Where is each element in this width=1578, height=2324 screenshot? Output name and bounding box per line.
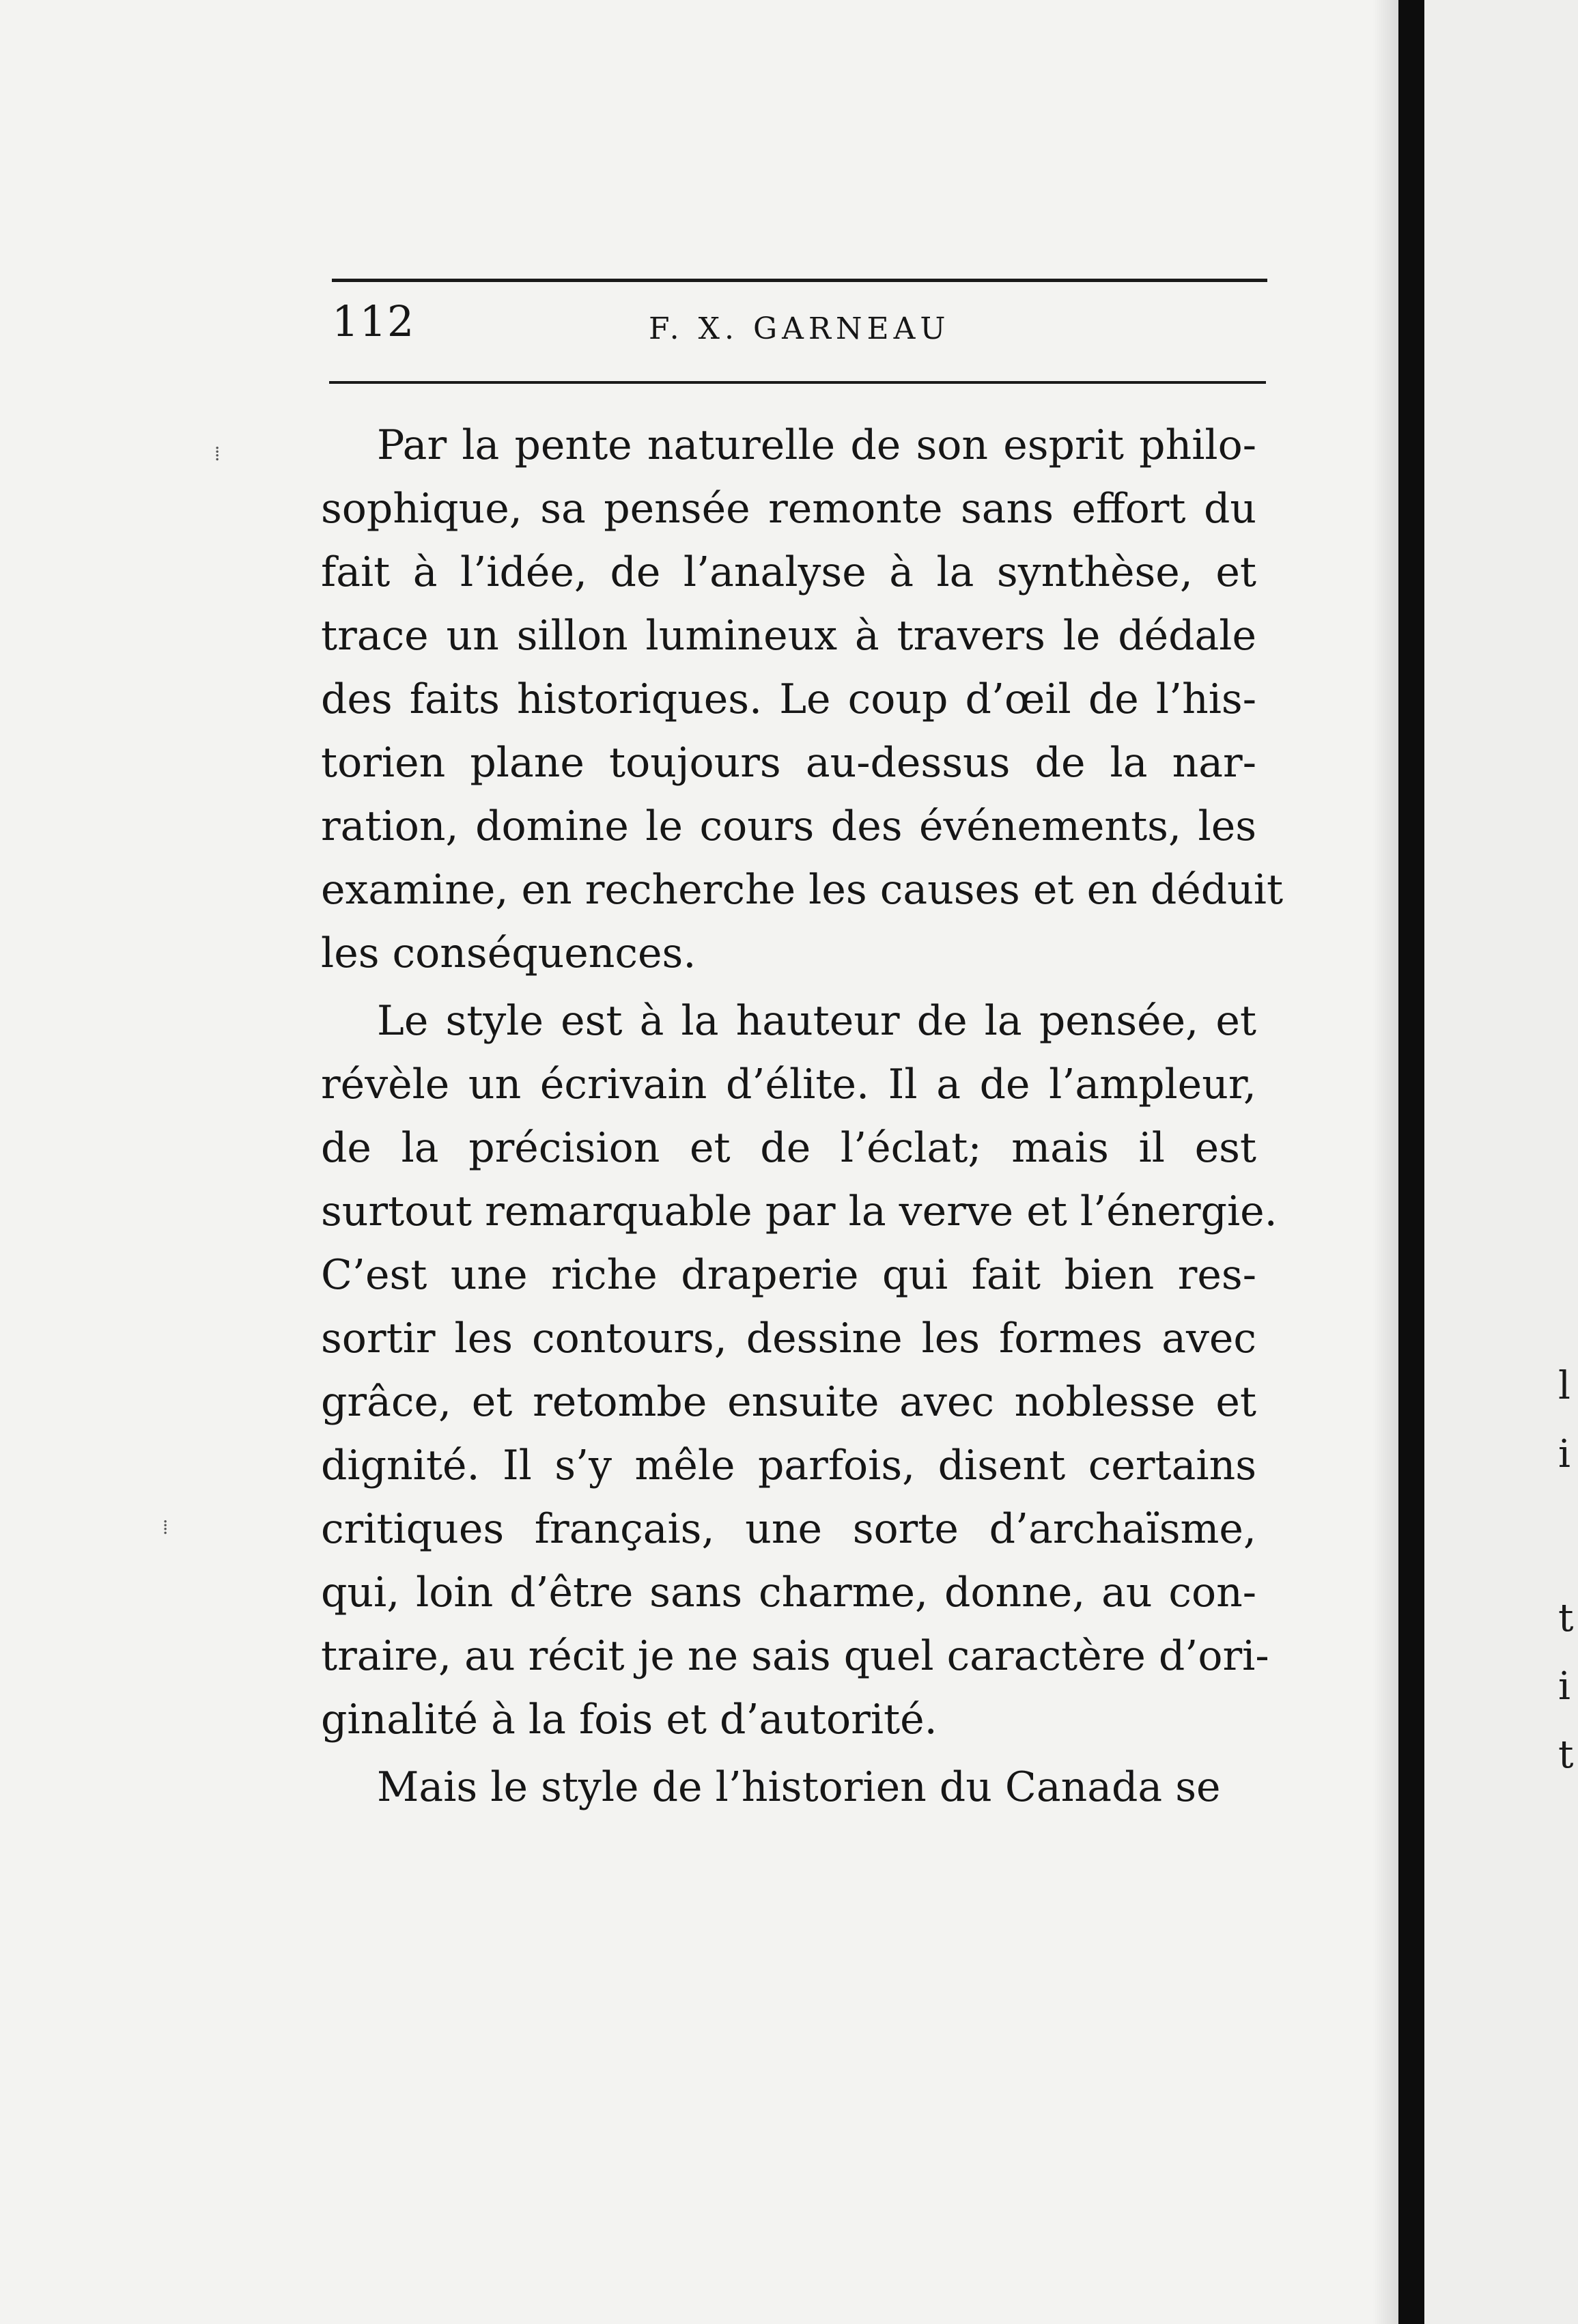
facing-page-letter: t: [1558, 1733, 1574, 1777]
paragraph: [321, 990, 1278, 1752]
facing-page-letter: i: [1558, 1432, 1570, 1476]
text-line: surtout remarquable par la verve et l’énergie.: [321, 1188, 1278, 1235]
text-line: de la précision et de l’éclat; mais il est: [321, 1124, 1256, 1172]
text-line: C’est une riche draperie qui fait bien res-: [321, 1251, 1256, 1299]
running-head: F. X. GARNEAU: [649, 311, 950, 346]
paragraph: [321, 414, 1284, 985]
text-line: critiques français, une sorte d’archaïsme,: [321, 1505, 1256, 1553]
text-line: les conséquences.: [321, 929, 696, 977]
margin-specks: ⁞: [163, 1515, 169, 1539]
body-text: [321, 414, 1284, 1819]
text-line: sophique, sa pensée remonte sans effort du: [321, 485, 1256, 533]
text-line: Mais le style de l’historien du Canada se: [377, 1763, 1221, 1811]
text-line: grâce, et retombe ensuite avec noblesse et: [321, 1378, 1256, 1426]
text-line: examine, en recherche les causes et en déduit: [321, 866, 1284, 914]
book-spine: [1398, 0, 1424, 2324]
gutter-shadow: [1372, 0, 1398, 2324]
text-line: torien plane toujours au-dessus de la nar-: [321, 739, 1256, 787]
margin-specks: ⁞: [214, 442, 221, 466]
text-line: qui, loin d’être sans charme, donne, au con-: [321, 1569, 1256, 1616]
header-rule-bottom: [329, 381, 1266, 384]
text-line: Le style est à la hauteur de la pensée, et: [377, 997, 1256, 1045]
facing-page-letter: l: [1558, 1364, 1570, 1408]
facing-page-letter: i: [1558, 1664, 1570, 1709]
text-line: dignité. Il s’y mêle parfois, disent certains: [321, 1442, 1256, 1489]
text-line: ration, domine le cours des événements, les: [321, 802, 1256, 850]
header-rule-top: [332, 279, 1267, 282]
text-line: sortir les contours, dessine les formes avec: [321, 1315, 1256, 1362]
text-line: révèle un écrivain d’élite. Il a de l’ampleur,: [321, 1061, 1256, 1108]
text-line: des faits historiques. Le coup d’œil de l’his-: [321, 675, 1256, 723]
text-line: Par la pente naturelle de son esprit philo-: [377, 421, 1256, 469]
text-line: ginalité à la fois et d’autorité.: [321, 1696, 938, 1744]
facing-page-edge: [1424, 0, 1578, 2324]
page-number: 112: [332, 296, 415, 346]
facing-page-letter: t: [1558, 1596, 1574, 1640]
text-line: traire, au récit je ne sais quel caractère d’ori-: [321, 1632, 1269, 1680]
text-line: trace un sillon lumineux à travers le dédale: [321, 612, 1256, 660]
paragraph: [321, 1756, 1256, 1819]
text-line: fait à l’idée, de l’analyse à la synthèse, et: [321, 548, 1256, 596]
